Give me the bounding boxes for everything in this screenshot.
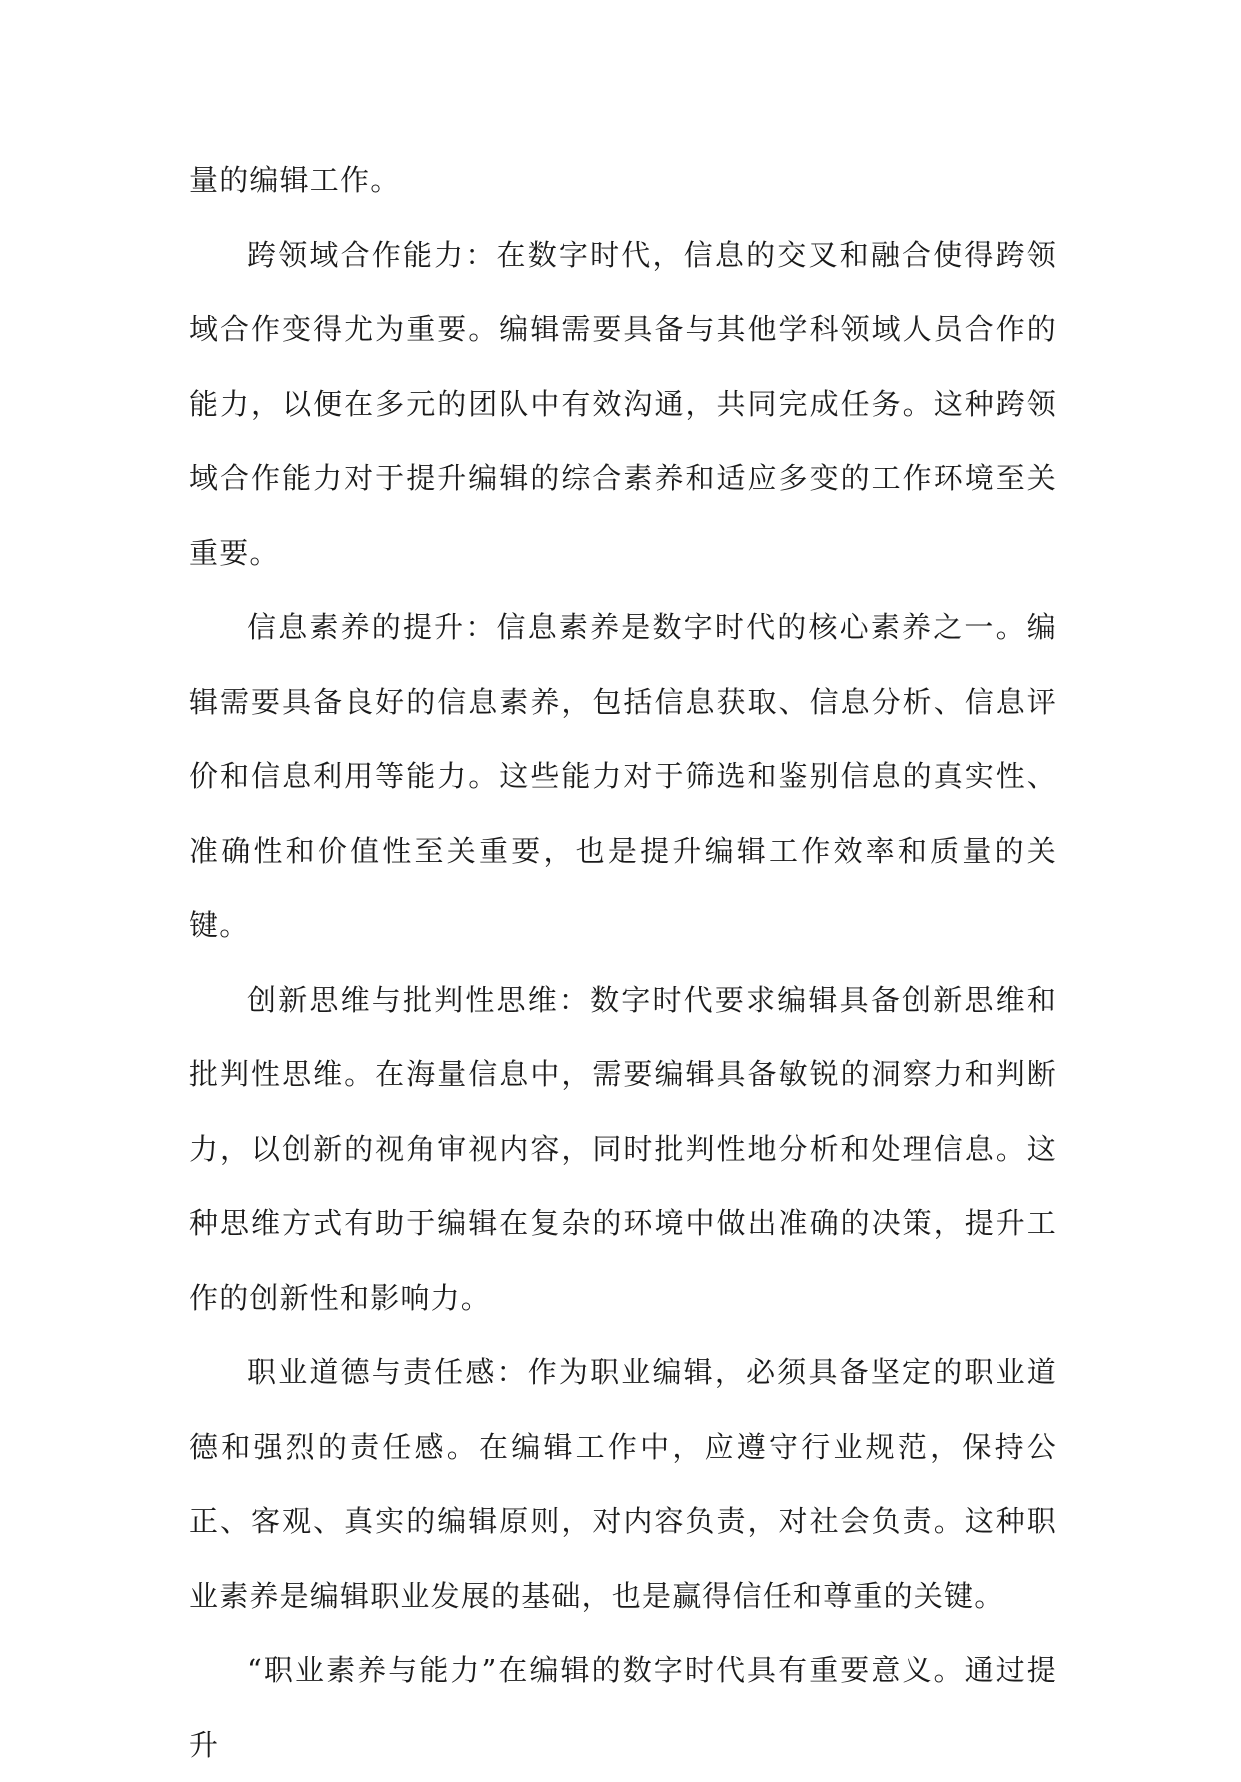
paragraph-information-literacy: 信息素养的提升：信息素养是数字时代的核心素养之一。编辑需要具备良好的信息素养，包括信息获取、信息分析、信息评价和信息利用等能力。这些能力对于筛选和鉴别信息的真实性、准确性和价值性至关重要，也是提升编辑工作效率和质量的关键。 (189, 610, 1057, 942)
paragraph-innovative-critical-thinking: 创新思维与批判性思维：数字时代要求编辑具备创新思维和批判性思维。在海量信息中，需要编辑具备敏锐的洞察力和判断力，以创新的视角审视内容，同时批判性地分析和处理信息。这种思维方式有助于编辑在复杂的环境中做出准确的决策，提升工作的创新性和影响力。 (189, 982, 1057, 1315)
paragraph-professional-ethics: 职业道德与责任感：作为职业编辑，必须具备坚定的职业道德和强烈的责任感。在编辑工作中，应遵守行业规范，保持公正、客观、真实的编辑原则，对内容负责，对社会负责。这种职业素养是编辑职业发展的基础，也是赢得信任和尊重的关键。 (189, 1355, 1057, 1613)
paragraph-continuation: 量的编辑工作。 (189, 163, 401, 197)
document-body (189, 143, 1057, 1782)
paragraph-summary-start: “职业素养与能力”在编辑的数字时代具有重要意义。通过提升 (189, 1653, 1057, 1762)
paragraph-cross-domain-collaboration: 跨领域合作能力：在数字时代，信息的交叉和融合使得跨领域合作变得尤为重要。编辑需要具备与其他学科领域人员合作的能力，以便在多元的团队中有效沟通，共同完成任务。这种跨领域合作能力对于提升编辑的综合素养和适应多变的工作环境至关重要。 (189, 237, 1057, 570)
